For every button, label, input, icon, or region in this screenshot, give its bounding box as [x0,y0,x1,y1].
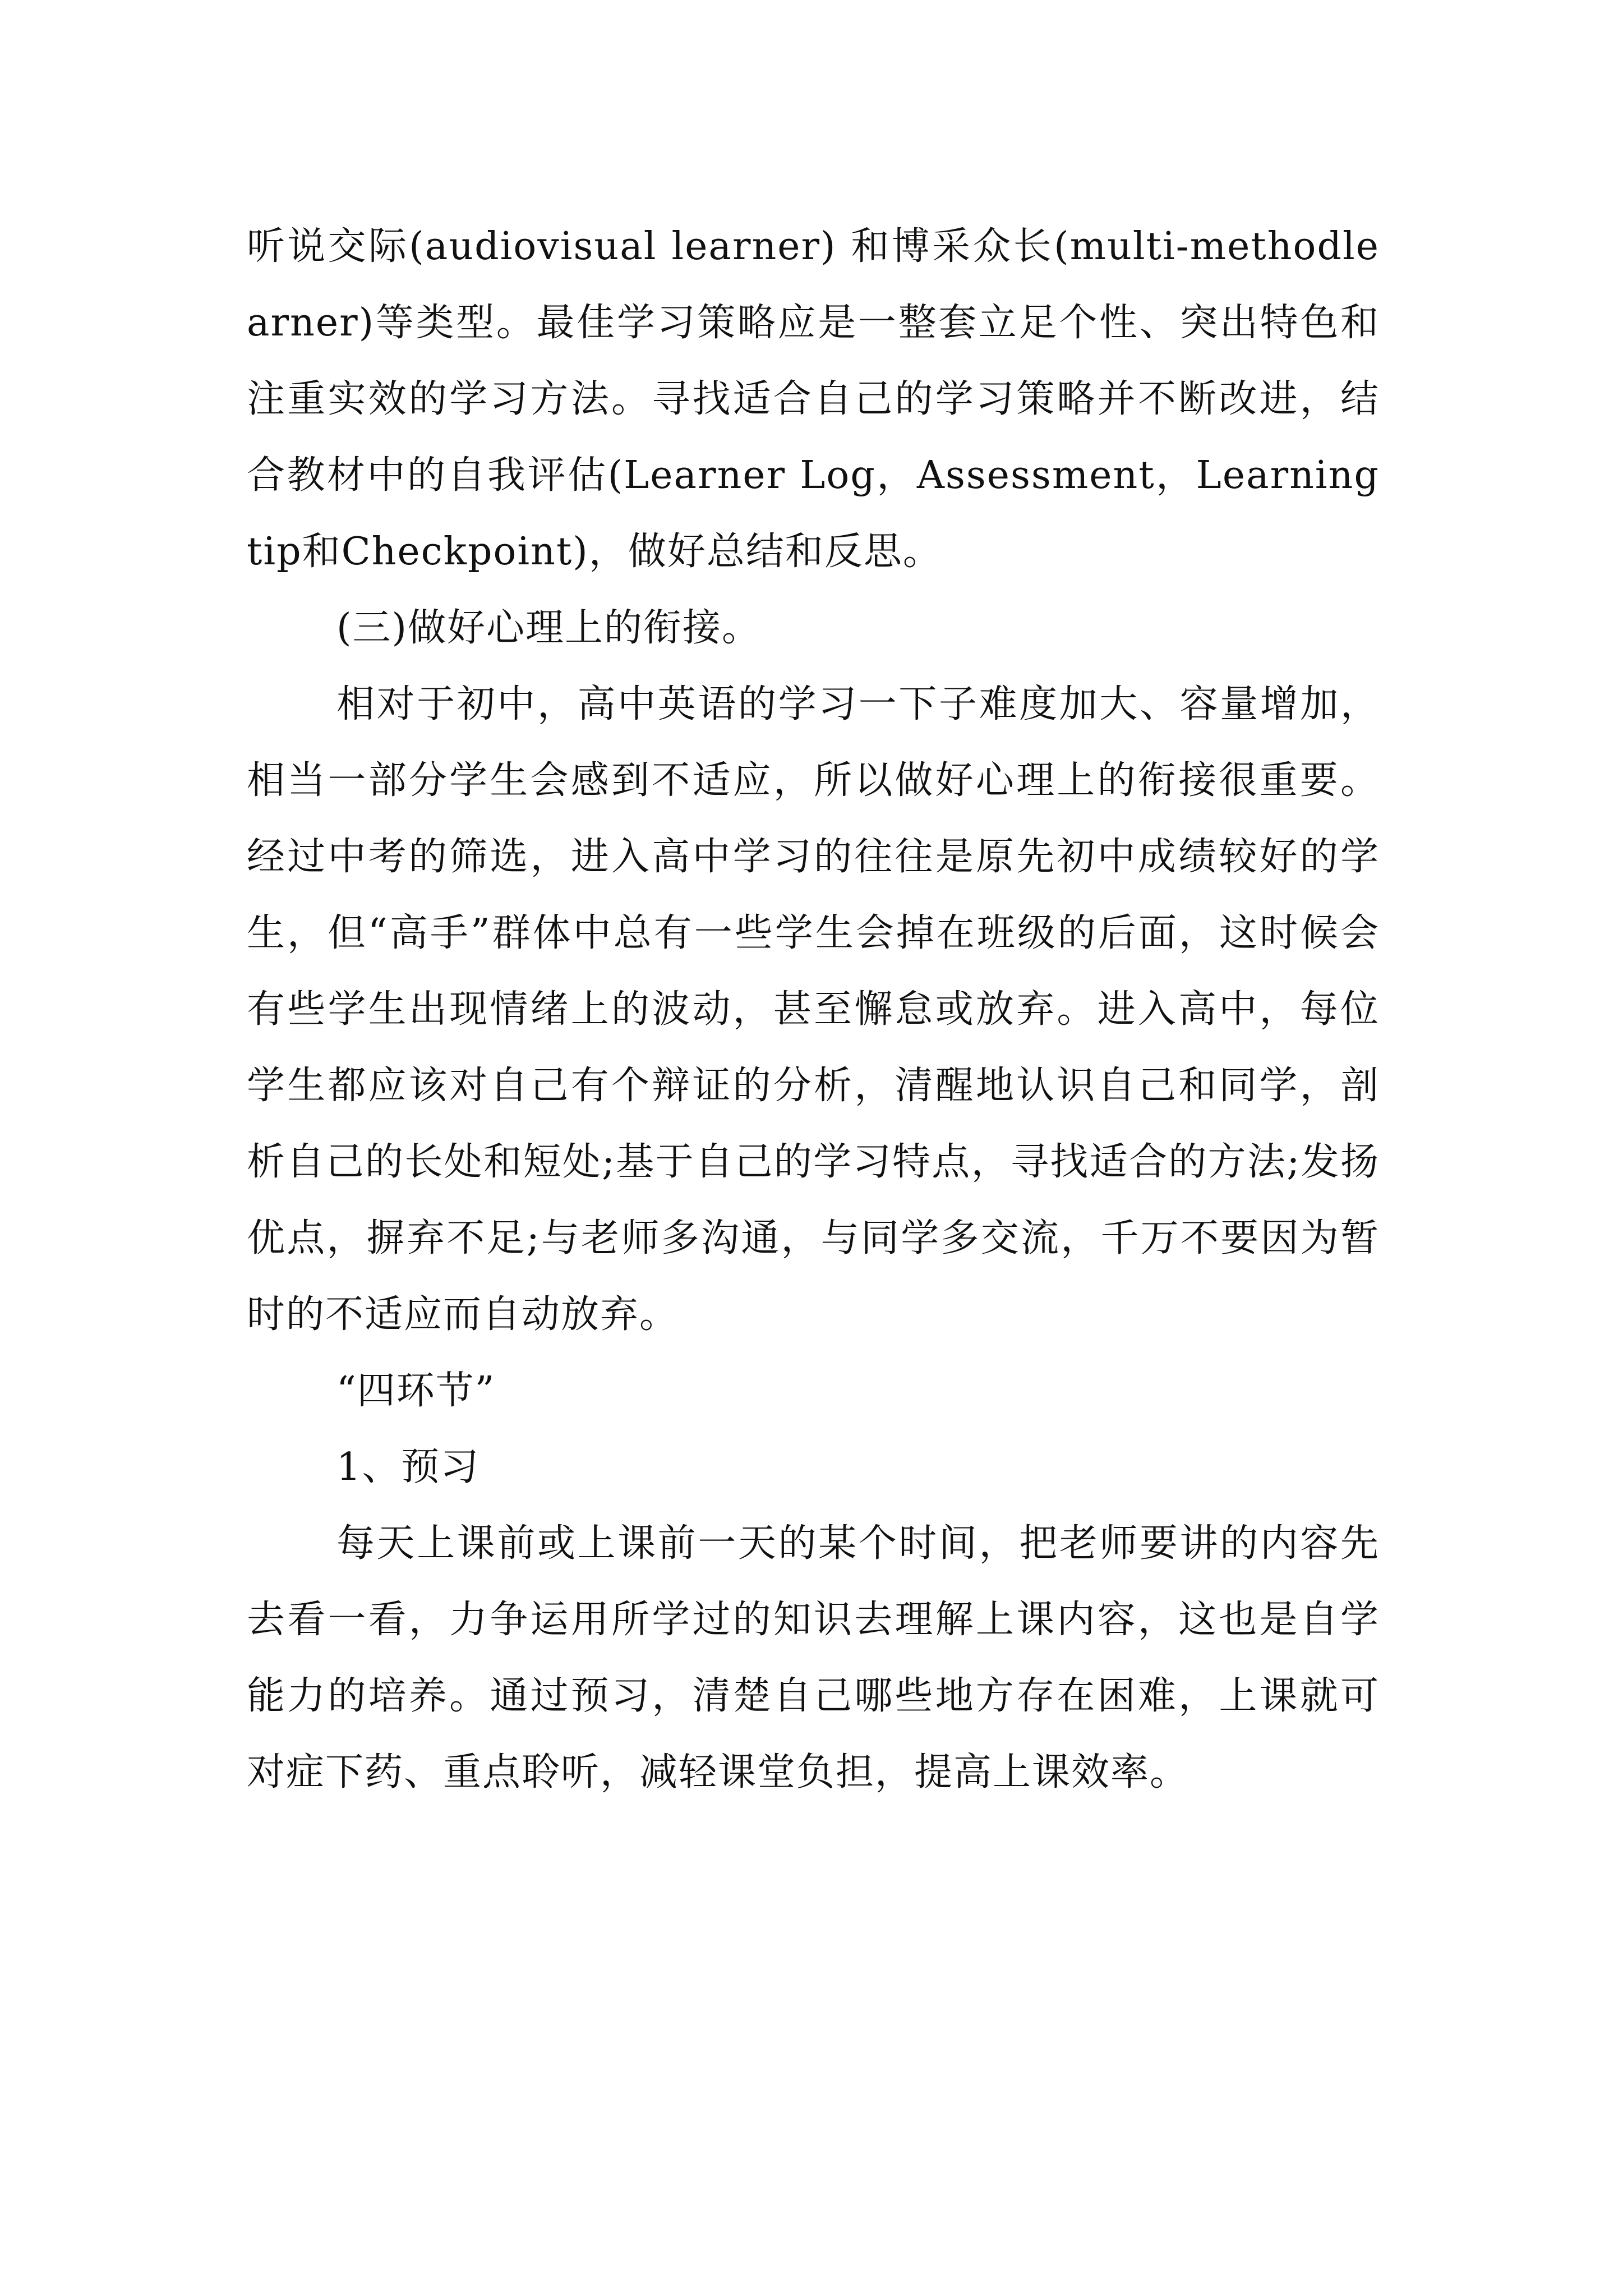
paragraph-psychological-transition: 相对于初中，高中英语的学习一下子难度加大、容量增加，相当一部分学生会感到不适应，所以做好心理上的衔接很重要。经过中考的筛选，进入高中学习的往往是原先初中成绩较好的学生，但“高手”群体中总有一些学生会掉在班级的后面，这时候会有些学生出现情绪上的波动，甚至懈怠或放弃。进入高中，每位学生都应该对自己有个辩证的分析，清醒地认识自己和同学，剖析自己的长处和短处;基于自己的学习特点，寻找适合的方法;发扬优点，摒弃不足;与老师多沟通，与同学多交流，千万不要因为暂时的不适应而自动放弃。 [247,682,1380,1337]
paragraph-learning-styles: 听说交际(audiovisual learner) 和博采众长(multi-methodlearner)等类型。最佳学习策略应是一整套立足个性、突出特色和注重实效的学习方法。寻找适合自己的学习策略并不断改进，结合教材中的自我评估(Learner Log，Assessment，Learning tip和Checkpoint)，做好总结和反思。 [247,224,1380,574]
subheading-preview: 1、预习 [336,1445,480,1489]
paragraph-preview: 每天上课前或上课前一天的某个时间，把老师要讲的内容先去看一看，力争运用所学过的知识去理解上课内容，这也是自学能力的培养。通过预习，清楚自己哪些地方存在困难，上课就可对症下药、重点聆听，减轻课堂负担，提高上课效率。 [247,1521,1380,1795]
section-heading-four-steps: “四环节” [336,1369,496,1413]
document-body [247,209,1380,1811]
section-heading-psychological-transition: (三)做好心理上的衔接。 [336,606,762,650]
